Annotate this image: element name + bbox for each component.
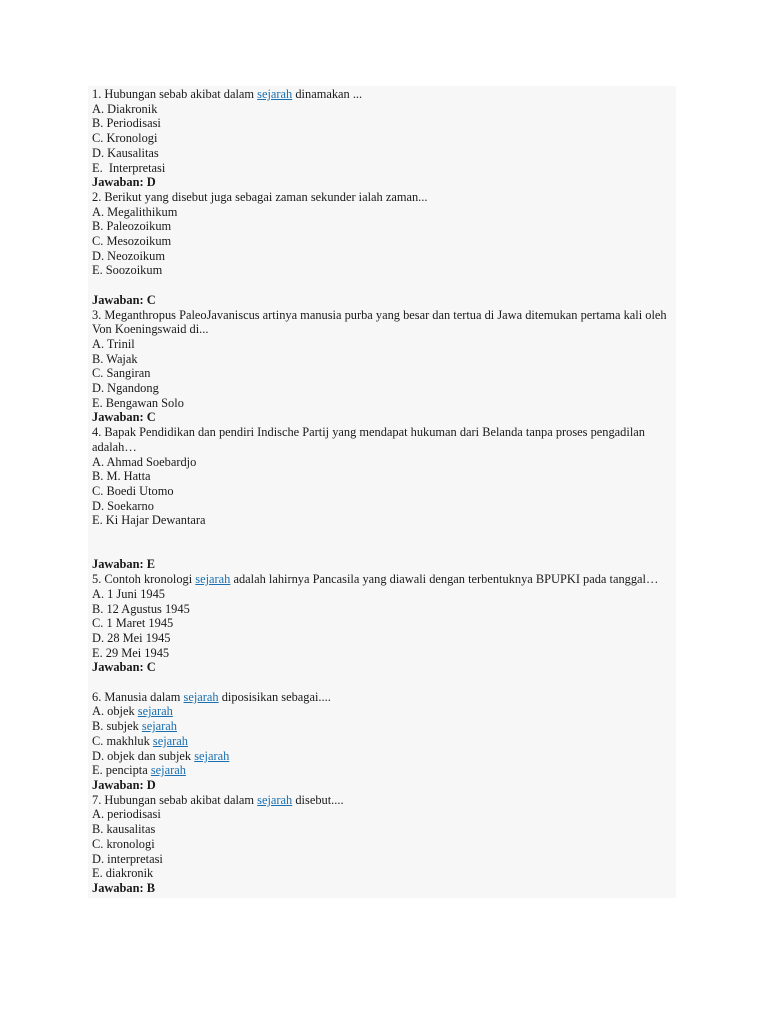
q3-option-e: E. Bengawan Solo bbox=[92, 395, 184, 410]
q2-option-a: A. Megalithikum bbox=[92, 204, 178, 219]
q1-option-d: D. Kausalitas bbox=[92, 145, 159, 160]
q5-option-b: B. 12 Agustus 1945 bbox=[92, 601, 190, 616]
q4-option-e: E. Ki Hajar Dewantara bbox=[92, 513, 206, 528]
q1-option-a: A. Diakronik bbox=[92, 101, 158, 116]
question-5: 5. Contoh kronologi sejarah adalah lahirnya Pancasila yang diawali dengan terbentuknya BPUPKI pada tanggal… bbox=[92, 572, 659, 587]
q5-option-c: C. 1 Maret 1945 bbox=[92, 616, 174, 631]
q4-option-a: A. Ahmad Soebardjo bbox=[92, 454, 197, 469]
q3-answer: Jawaban: C bbox=[92, 410, 156, 425]
q1-option-c: C. Kronologi bbox=[92, 131, 158, 146]
blank-line bbox=[92, 675, 672, 690]
sejarah-link[interactable]: sejarah bbox=[194, 748, 230, 763]
sejarah-link[interactable]: sejarah bbox=[152, 733, 189, 748]
sejarah-link[interactable]: sejarah bbox=[257, 792, 293, 807]
sejarah-link[interactable]: sejarah bbox=[183, 689, 219, 704]
blank-line bbox=[92, 278, 672, 293]
q2-option-d: D. Neozoikum bbox=[92, 248, 165, 263]
q2-option-b: B. Paleozoikum bbox=[92, 219, 172, 234]
q6-option-b: B. subjek sejarah bbox=[92, 719, 178, 734]
q6-option-d: D. objek dan subjek sejarah bbox=[92, 748, 230, 763]
q6-option-a: A. objek sejarah bbox=[92, 704, 173, 719]
question-2: 2. Berikut yang disebut juga sebagai zaman sekunder ialah zaman... bbox=[92, 189, 428, 204]
q3-option-c: C. Sangiran bbox=[92, 366, 151, 381]
sejarah-link[interactable]: sejarah bbox=[137, 704, 173, 719]
q6-answer: Jawaban: D bbox=[92, 778, 156, 792]
q1-answer: Jawaban: D bbox=[92, 175, 156, 190]
q2-option-e: E. Soozoikum bbox=[92, 263, 163, 278]
q7-option-c: C. kronologi bbox=[92, 836, 155, 851]
sejarah-link[interactable]: sejarah bbox=[257, 87, 293, 101]
q5-option-a: A. 1 Juni 1945 bbox=[92, 586, 165, 601]
q5-answer: Jawaban: C bbox=[92, 660, 156, 675]
q5-option-d: D. 28 Mei 1945 bbox=[92, 630, 171, 645]
q4-option-d: D. Soekarno bbox=[92, 498, 154, 513]
question-4: 4. Bapak Pendidikan dan pendiri Indische Partij yang mendapat hukuman dari Belanda tanpa proses pengadilan adalah… bbox=[92, 425, 645, 454]
q6-option-c: C. makhluk sejarah bbox=[92, 733, 189, 748]
q3-option-d: D. Ngandong bbox=[92, 381, 159, 396]
q7-option-d: D. interpretasi bbox=[92, 851, 163, 866]
q4-answer: Jawaban: E bbox=[92, 557, 155, 572]
sejarah-link[interactable]: sejarah bbox=[141, 719, 178, 734]
sejarah-link[interactable]: sejarah bbox=[150, 763, 186, 778]
question-6: 6. Manusia dalam sejarah diposisikan sebagai.... bbox=[92, 689, 331, 704]
question-1: 1. Hubungan sebab akibat dalam sejarah dinamakan ... bbox=[92, 87, 363, 101]
q2-option-c: C. Mesozoikum bbox=[92, 234, 172, 249]
q7-option-a: A. periodisasi bbox=[92, 807, 161, 822]
question-7: 7. Hubungan sebab akibat dalam sejarah disebut.... bbox=[92, 792, 344, 807]
question-3: 3. Meganthropus PaleoJavaniscus artinya manusia purba yang besar dan tertua di Jawa ditemukan pertama kali oleh Von Koeningswaid di... bbox=[92, 307, 667, 337]
quiz-content bbox=[88, 86, 676, 898]
q5-option-e: E. 29 Mei 1945 bbox=[92, 645, 170, 660]
q6-option-e: E. pencipta sejarah bbox=[92, 763, 186, 778]
q3-option-b: B. Wajak bbox=[92, 351, 138, 366]
q4-option-b: B. M. Hatta bbox=[92, 469, 151, 484]
q7-option-e: E. diakronik bbox=[92, 866, 154, 881]
q3-option-a: A. Trinil bbox=[92, 336, 135, 351]
q1-option-b: B. Periodisasi bbox=[92, 116, 161, 131]
blank-lines bbox=[92, 528, 672, 557]
sejarah-link[interactable]: sejarah bbox=[195, 572, 231, 587]
q1-option-e: E. Interpretasi bbox=[92, 160, 166, 175]
q4-option-c: C. Boedi Utomo bbox=[92, 483, 174, 498]
q7-answer: Jawaban: B bbox=[92, 880, 155, 895]
q2-answer: Jawaban: C bbox=[92, 292, 156, 307]
q7-option-b: B. kausalitas bbox=[92, 822, 156, 837]
